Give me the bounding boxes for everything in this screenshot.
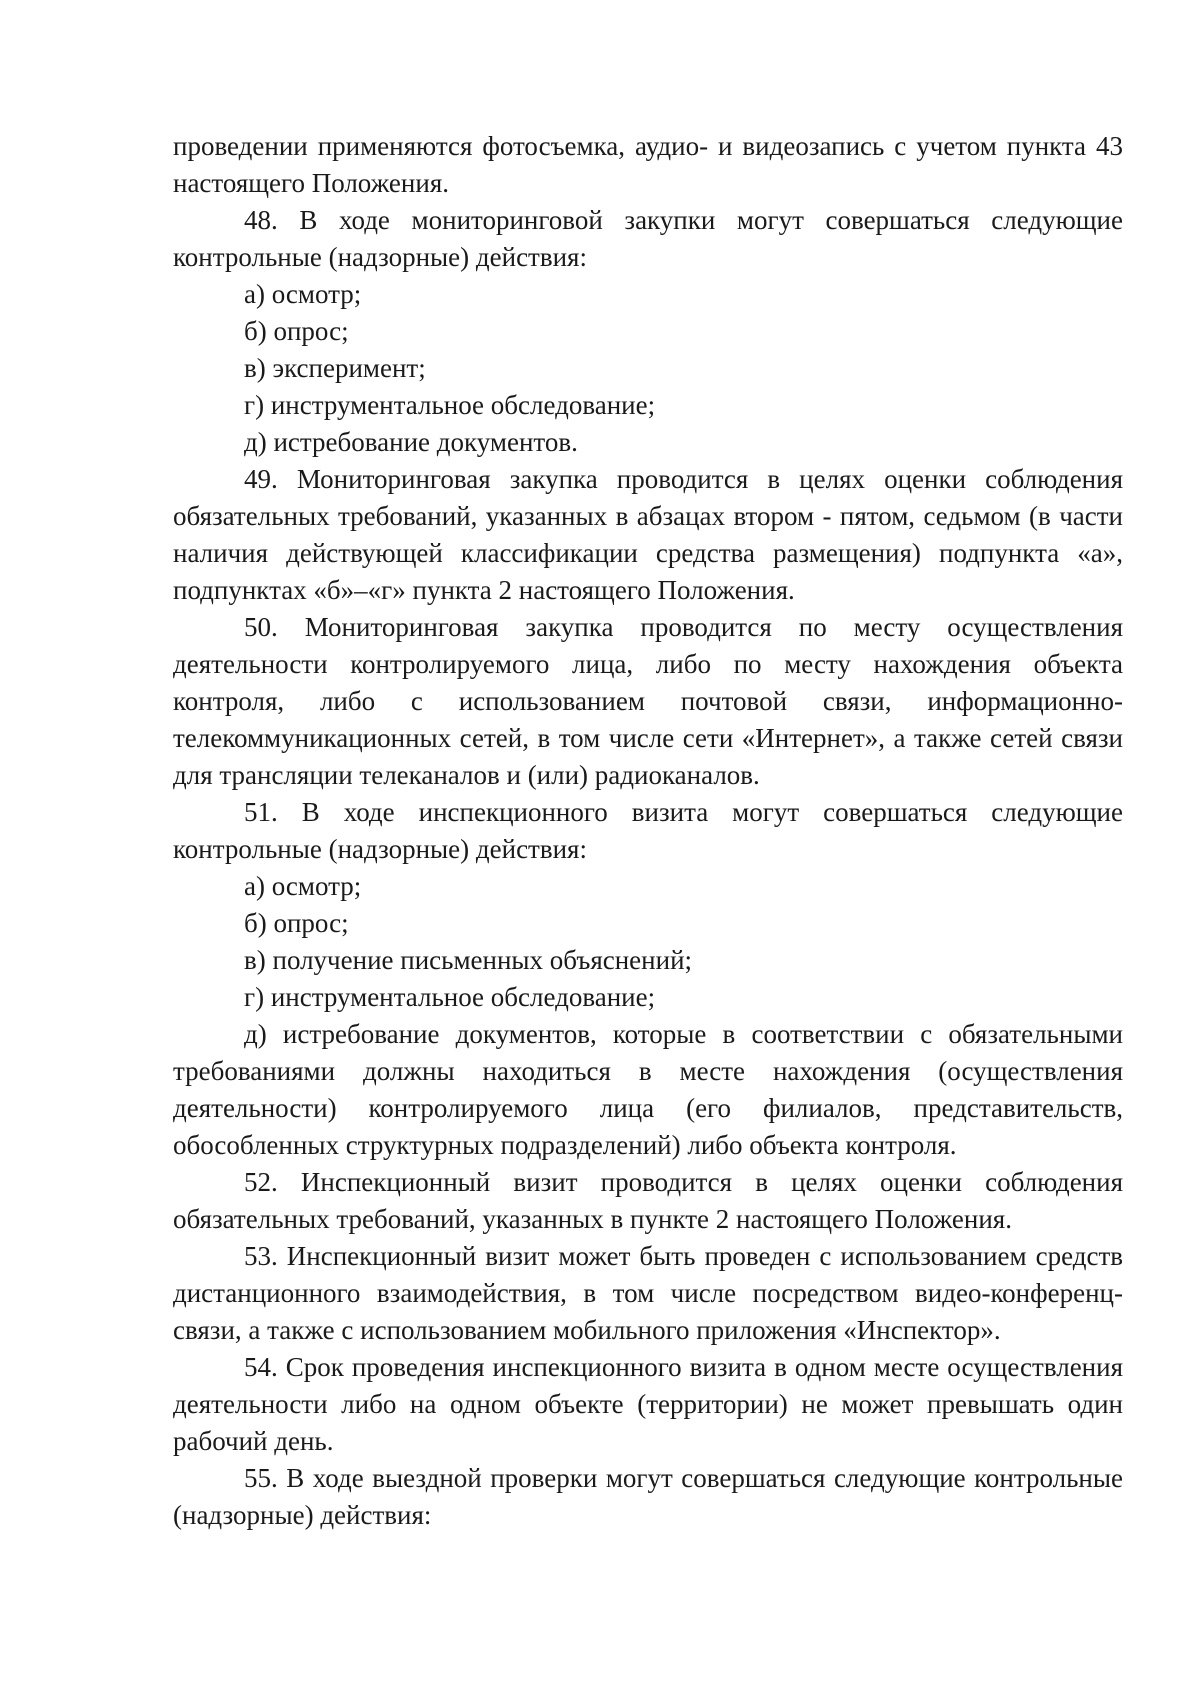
paragraph-55: 55. В ходе выездной проверки могут совершаться следующие контрольные (надзорные) действия: [173,1463,1123,1530]
list-item: в) эксперимент; [244,353,426,383]
paragraph-48: 48. В ходе мониторинговой закупки могут совершаться следующие контрольные (надзорные) действия: [173,205,1123,272]
paragraph-51: 51. В ходе инспекционного визита могут совершаться следующие контрольные (надзорные) действия: [173,797,1123,864]
list-item: г) инструментальное обследование; [244,982,656,1012]
list-item: а) осмотр; [244,279,362,309]
paragraph-50: 50. Мониторинговая закупка проводится по месту осуществления деятельности контролируемого лица, либо по месту нахождения объекта контроля, либо с использованием почтовой связи, информационно-телекоммуникационных сетей, в том числе сети «Интернет», а также сетей связи для трансляции телеканалов и (или) радиоканалов. [173,612,1123,790]
list-item: д) истребование документов. [244,427,578,457]
document-page [173,128,1123,1534]
paragraph-53: 53. Инспекционный визит может быть проведен с использованием средств дистанционного взаимодействия, в том числе посредством видео-конференц-связи, а также с использованием мобильного приложения «Инспектор». [173,1241,1123,1345]
list-item-long: д) истребование документов, которые в соответствии с обязательными требованиями должны находиться в месте нахождения (осуществления деятельности) контролируемого лица (его филиалов, представительств, обособленных структурных подразделений) либо объекта контроля. [173,1019,1123,1160]
list-item: в) получение письменных объяснений; [244,945,693,975]
paragraph-54: 54. Срок проведения инспекционного визита в одном месте осуществления деятельности либо на одном объекте (территории) не может превышать один рабочий день. [173,1352,1123,1456]
list-item: а) осмотр; [244,871,362,901]
list-item: г) инструментальное обследование; [244,390,656,420]
paragraph-52: 52. Инспекционный визит проводится в целях оценки соблюдения обязательных требований, указанных в пункте 2 настоящего Положения. [173,1167,1123,1234]
list-item: б) опрос; [244,316,349,346]
paragraph-49: 49. Мониторинговая закупка проводится в целях оценки соблюдения обязательных требований, указанных в абзацах втором - пятом, седьмом (в части наличия действующей классификации средства размещения) подпункта «а», подпунктах «б»–«г» пункта 2 настоящего Положения. [173,464,1123,605]
list-item: б) опрос; [244,908,349,938]
paragraph-continuation: проведении применяются фотосъемка, аудио- и видеозапись с учетом пункта 43 настоящего Положения. [173,131,1123,198]
